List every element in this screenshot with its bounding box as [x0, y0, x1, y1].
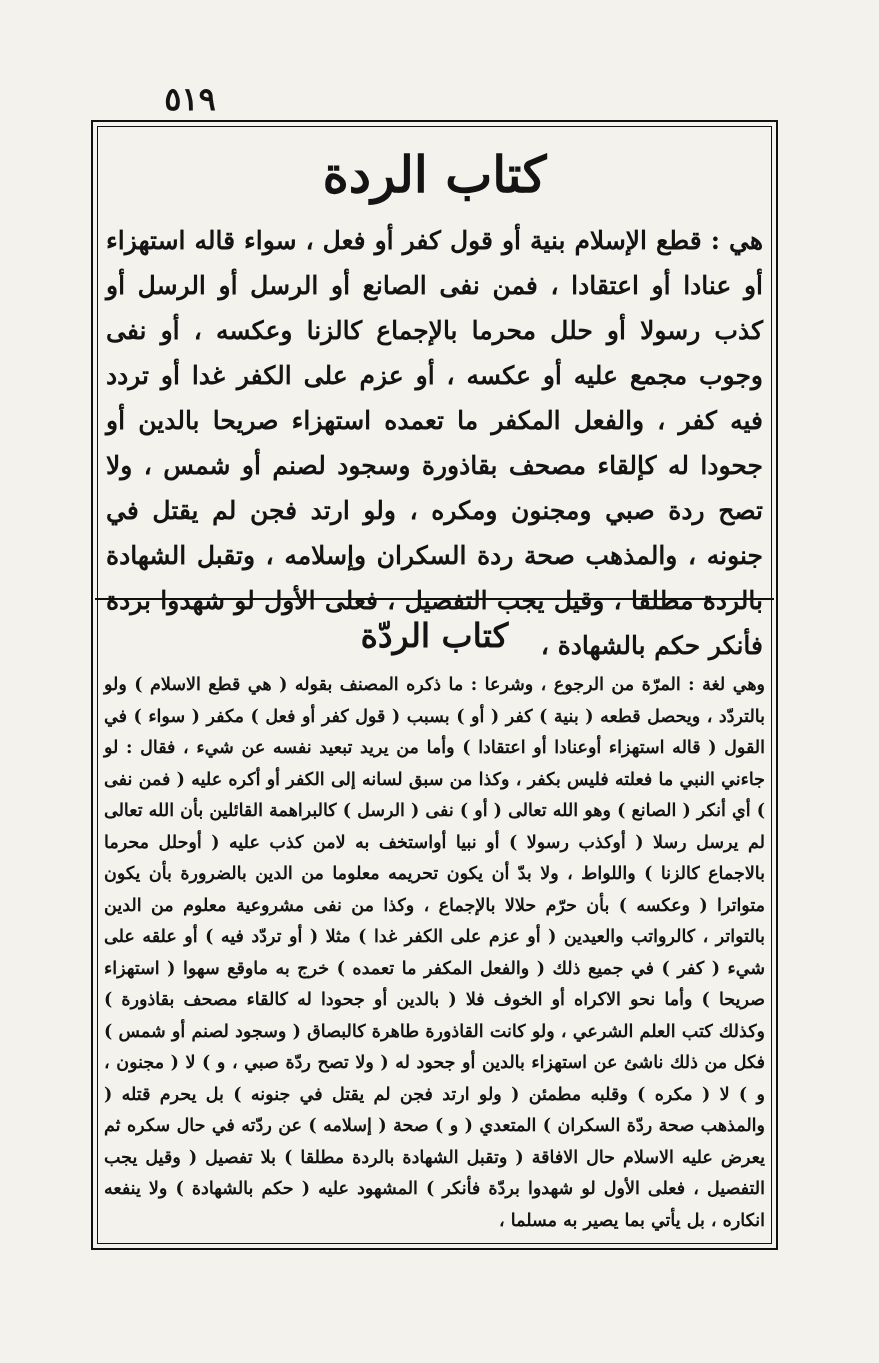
matn-text: هي : قطع الإسلام بنية أو قول كفر أو فعل ، سواء قاله استهزاء أو عنادا أو اعتقادا ، فمن نفى الصانع أو الرسل أو الرسل أو كذب رسولا أو حلل محرما بالإجماع كالزنا وعكسه ، أو نفى وجوب مجمع عليه أو عكسه ، أو عزم على الكفر غدا أو تردد فيه كفر ، والفعل المكفر ما تعمده استهزاء صريحا بالدين أو جحودا له كإلقاء مصحف بقاذورة وسجود لصنم أو شمس ، ولا تصح ردة صبي ومجنون ومكره ، ولو ارتد فجن لم يقتل في جنونه ، والمذهب صحة ردة السكران وإسلامه ، وتقبل الشهادة بالردة مطلقا ، وقيل يجب التفصيل ، فعلى الأول لو شهدوا بردة فأنكر حكم بالشهادة ، [106, 226, 763, 660]
page-number: ٥١٩ [164, 80, 216, 118]
matn-title: كتاب الردة [322, 145, 547, 204]
sharh-text: وهي لغة : المرّة من الرجوع ، وشرعا : ما ذكره المصنف بقوله ( هي قطع الاسلام ) ولو بالتردّد ، ويحصل قطعه ( بنية ) كفر ( أو ) بسبب ( قول كفر أو فعل ) مكفر ( سواء ) في القول ( قاله استهزاء أوعنادا أو اعتقادا ) وأما من يريد تبعيد نفسه عن شيء ، فقال : لو جاءني النبي ما فعلته فليس بكفر ، وكذا من سبق لسانه إلى الكفر أو أكره عليه ( فمن نفى ) أي أنكر ( الصانع ) وهو الله تعالى ( أو ) نفى ( الرسل ) كالبراهمة القائلين بأن الله تعالى لم يرسل رسلا ( أوكذب رسولا ) أو نبيا أواستخف به لامن كذب عليه ( أوحلل محرما بالاجماع كالزنا ) واللواط ، ولا بدّ أن يكون تحريمه معلوما من الدين بالضرورة بأن يكون متواترا ( وعكسه ) بأن حرّم حلالا بالإجماع ، وكذا من نفى مشروعية معلوم من الدين بالتواتر ، كالرواتب والعيدين ( أو عزم على الكفر غدا ) مثلا ( أو تردّد فيه ) أو علقه على شيء ( كفر ) في جميع ذلك ( والفعل المكفر ما تعمده ) خرج به ماوقع سهوا ( استهزاء صريحا ) وأما نحو الاكراه أو الخوف فلا ( بالدين أو جحودا له كالقاء مصحف بقاذورة ) وكذلك كتب العلم الشرعي ، ولو كانت القاذورة طاهرة كالبصاق ( وسجود لصنم أو شمس ) فكل من ذلك ناشئ عن استهزاء بالدين أو جحود له ( ولا تصح ردّة صبي ، و ) لا ( مجنون ، و ) لا ( مكره ) وقلبه مطمئن ( ولو ارتد فجن لم يقتل في جنونه ) بل يحرم قتله ( والمذهب صحة ردّة السكران ) المتعدي ( و ) صحة ( إسلامه ) عن ردّته في حال سكره ثم يعرض عليه الاسلام حال الافاقة ( وتقبل الشهادة بالردة مطلقا ) بلا تفصيل ( وقيل يجب التفصيل ، فعلى الأول لو شهدوا بردّة فأنكر ) المشهود عليه ( حكم بالشهادة ) ولا ينفعه انكاره ، بل يأتي بما يصير به مسلما ، [104, 675, 765, 1231]
sharh-title: كتاب الردّة [360, 616, 509, 655]
section-divider [95, 598, 774, 600]
